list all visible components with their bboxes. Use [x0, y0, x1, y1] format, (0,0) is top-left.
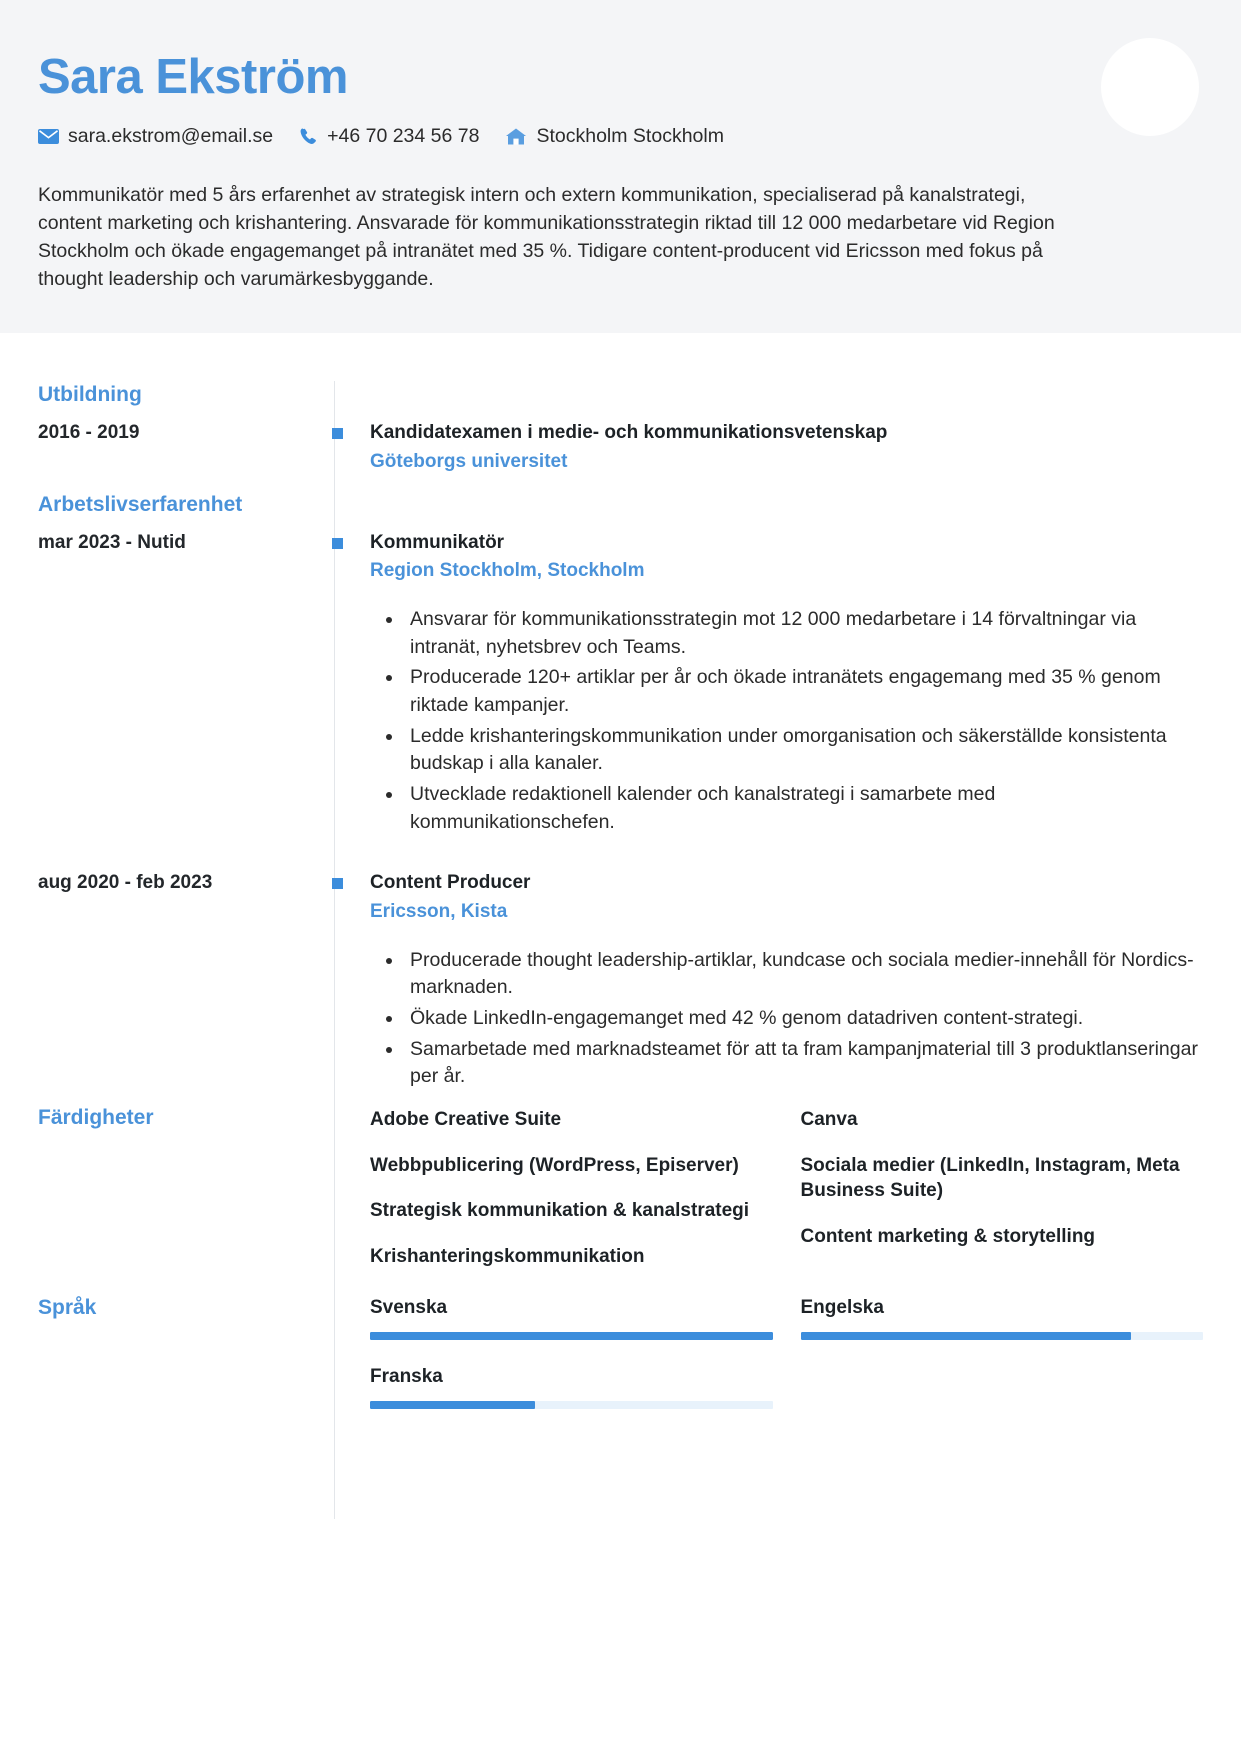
phone-icon — [299, 127, 318, 146]
language-level-track — [370, 1332, 773, 1340]
education-entry-date: 2016 - 2019 — [38, 422, 140, 444]
section-title-languages: Språk — [38, 1295, 97, 1319]
language-name: Svenska — [370, 1296, 448, 1318]
language-level-fill — [801, 1332, 1131, 1340]
professional-summary: Kommunikatör med 5 års erfarenhet av strategisk intern och extern kommunikation, specialiserad på kanalstrategi, content marketing och krishantering. Ansvarade för kommunikationsstrategin riktad till 12 000 medarbetare vid Region Stockholm och ökade engagemanget på intranätet med 35 %. Tidigare content-producent vid Ericsson med fokus på thought leadership och varumärkesbyggande. — [38, 184, 1055, 290]
experience-entry-title: Kommunikatör — [370, 531, 505, 553]
contact-location[interactable] — [505, 125, 724, 148]
experience-entry-body — [334, 871, 1203, 1094]
section-experience — [38, 491, 1203, 517]
resume-body — [0, 381, 1241, 1448]
contact-phone-value: +46 70 234 56 78 — [327, 125, 480, 148]
avatar — [1101, 38, 1199, 136]
language-level-fill — [370, 1401, 535, 1409]
experience-entry-org: Ericsson, Kista — [370, 901, 508, 923]
skill-item: Canva — [800, 1109, 858, 1131]
skill-item: Krishanteringskommunikation — [370, 1246, 645, 1268]
education-entry-org: Göteborgs universitet — [370, 450, 568, 472]
language-level-track — [801, 1332, 1204, 1340]
language-item — [370, 1366, 773, 1409]
education-entry-body — [334, 421, 1203, 474]
section-experience-label — [38, 491, 334, 517]
language-name: Franska — [370, 1365, 443, 1387]
list-item: • Producerade thought leadership-artiklar, kundcase och sociala medier-innehåll för Nordics-marknaden. — [404, 947, 1203, 1002]
section-skills-label — [38, 1104, 334, 1130]
skills-content — [334, 1104, 1203, 1270]
skills-column-left — [370, 1107, 773, 1270]
envelope-icon — [38, 129, 59, 144]
language-level-fill — [370, 1332, 773, 1340]
contact-phone[interactable] — [299, 125, 479, 148]
section-languages — [38, 1294, 1203, 1409]
section-skills — [38, 1104, 1203, 1270]
skill-item: Webbpublicering (WordPress, Episerver) — [370, 1154, 739, 1176]
contact-row — [38, 125, 1203, 148]
skill-item: Content marketing & storytelling — [800, 1226, 1096, 1248]
language-name: Engelska — [800, 1296, 884, 1318]
language-level-track — [370, 1401, 773, 1409]
experience-entry-date: aug 2020 - feb 2023 — [38, 872, 213, 894]
list-item: • Utvecklade redaktionell kalender och kanalstrategi i samarbete med kommunikationschefen. — [404, 781, 1203, 836]
languages-grid — [370, 1294, 1203, 1409]
language-item — [370, 1297, 773, 1340]
education-entry-title: Kandidatexamen i medie- och kommunikationsvetenskap — [370, 422, 888, 444]
list-item: • Producerade 120+ artiklar per år och ökade intranätets engagemang med 35 % genom riktade kampanjer. — [404, 664, 1203, 719]
section-title-skills: Färdigheter — [38, 1106, 154, 1130]
experience-entry-org: Region Stockholm, Stockholm — [370, 560, 645, 582]
experience-entry — [38, 531, 1203, 840]
section-title-experience: Arbetslivserfarenhet — [38, 492, 243, 516]
skills-column-right — [801, 1107, 1204, 1270]
section-education — [38, 381, 1203, 407]
experience-entry-body — [334, 531, 1203, 840]
experience-entry-title: Content Producer — [370, 872, 531, 894]
home-icon — [505, 127, 527, 146]
section-education-label — [38, 381, 334, 407]
list-item: • Ökade LinkedIn-engagemanget med 42 % genom datadriven content-strategi. — [404, 1005, 1203, 1033]
language-item — [801, 1297, 1204, 1340]
experience-bullet-list — [370, 947, 1203, 1091]
list-item: • Ansvarar för kommunikationsstrategin mot 12 000 medarbetare i 14 förvaltningar via intranät, nyhetsbrev och Teams. — [404, 606, 1203, 661]
skill-item: Adobe Creative Suite — [370, 1109, 562, 1131]
languages-content — [334, 1294, 1203, 1409]
skill-item: Strategisk kommunikation & kanalstrategi — [370, 1200, 750, 1222]
education-entry — [38, 421, 1203, 474]
contact-email[interactable] — [38, 125, 273, 148]
skills-grid — [370, 1104, 1203, 1270]
contact-email-value: sara.ekstrom@email.se — [68, 125, 274, 148]
timeline-marker-icon — [332, 428, 343, 439]
contact-location-value: Stockholm Stockholm — [536, 125, 724, 148]
page-title: Sara Ekström — [38, 50, 348, 104]
skill-item: Sociala medier (LinkedIn, Instagram, Meta Business Suite) — [800, 1154, 1180, 1202]
experience-entry-date: mar 2023 - Nutid — [38, 531, 186, 553]
experience-entry — [38, 871, 1203, 1094]
list-item: • Ledde krishanteringskommunikation under omorganisation och säkerställde konsistenta budskap i alla kanaler. — [404, 723, 1203, 778]
resume-header — [0, 0, 1241, 333]
section-title-education: Utbildning — [38, 383, 142, 407]
list-item: • Samarbetade med marknadsteamet för att ta fram kampanjmaterial till 3 produktlanseringar per år. — [404, 1036, 1203, 1091]
timeline-marker-icon — [332, 538, 343, 549]
timeline-marker-icon — [332, 878, 343, 889]
experience-bullet-list — [370, 606, 1203, 837]
section-languages-label — [38, 1294, 334, 1320]
